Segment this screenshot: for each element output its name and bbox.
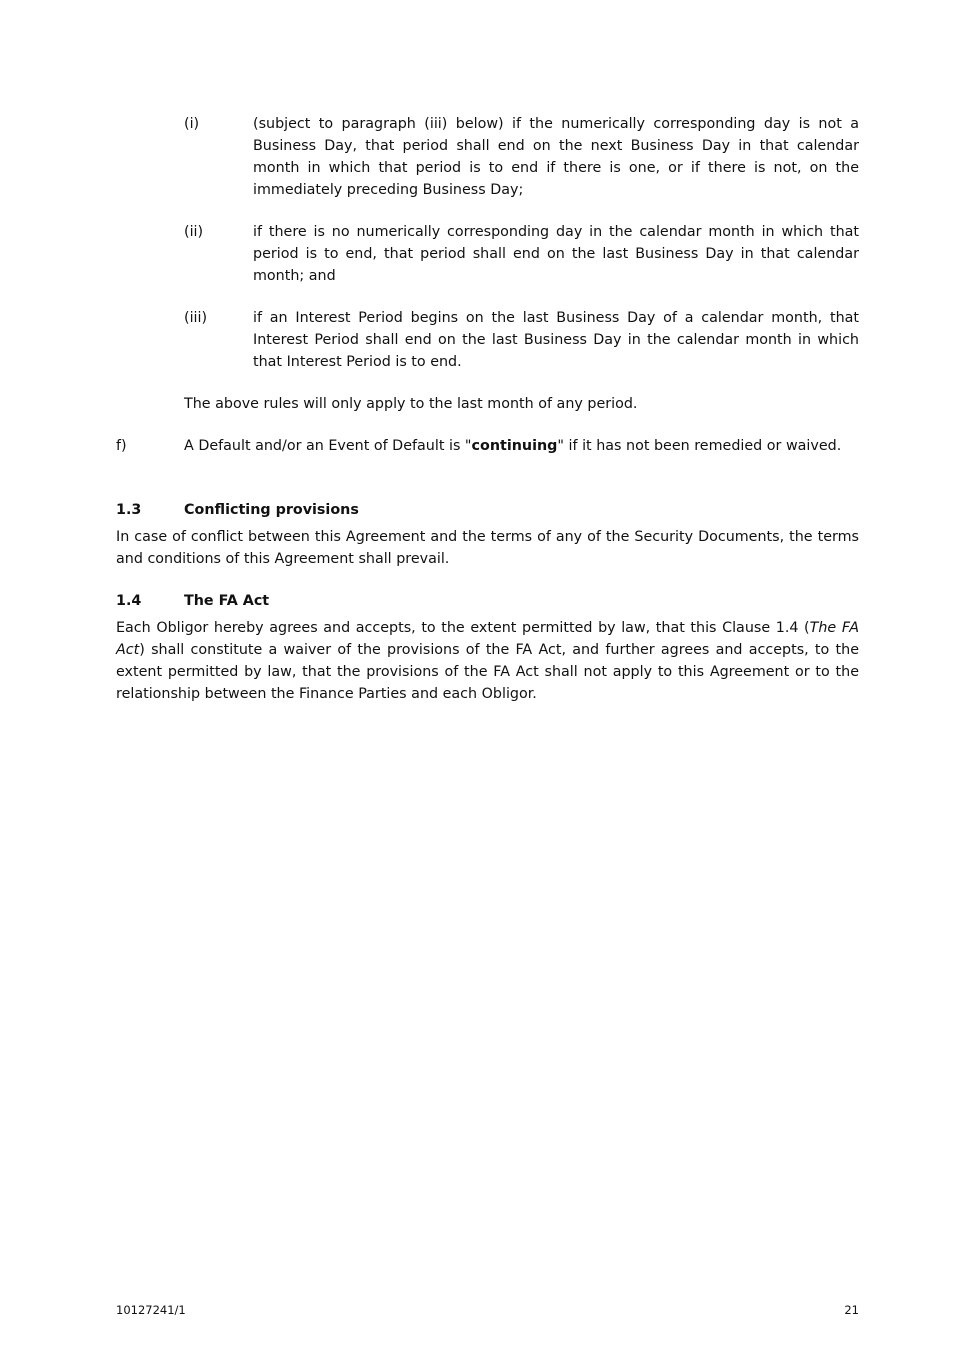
section-1-3-title: Conflicting provisions bbox=[184, 502, 359, 518]
paragraph-f-text-before: A Default and/or an Event of Default is " bbox=[184, 438, 472, 454]
paragraph-iii-text: if an Interest Period begins on the last Business Day of a calendar month, that Interest Period shall end on the last Business Day in the calendar month in which that Interest Period is to end. bbox=[253, 310, 859, 370]
paragraph-f-text-after: " if it has not been remedied or waived. bbox=[557, 438, 842, 454]
paragraph-ii-text: if there is no numerically corresponding day in the calendar month in which that period is to end, that period shall end on the last Business Day in that calendar month; and bbox=[253, 224, 859, 284]
paragraph-f-label: f) bbox=[116, 438, 127, 454]
section-1-4-body-before: Each Obligor hereby agrees and accepts, to the extent permitted by law, that this Clause 1.4 ( bbox=[116, 620, 810, 636]
section-1-4-title: The FA Act bbox=[184, 593, 270, 609]
defined-term-continuing: continuing bbox=[471, 438, 558, 454]
footer-doc-ref: 10127241/1 bbox=[116, 1303, 186, 1317]
section-1-4-number: 1.4 bbox=[116, 593, 142, 609]
paragraph-f-text bbox=[184, 435, 859, 457]
rules-note-text: The above rules will only apply to the last month of any period. bbox=[184, 396, 638, 412]
paragraph-iii-label: (iii) bbox=[184, 310, 208, 326]
section-1-4-body bbox=[116, 617, 859, 705]
paragraph-ii-label: (ii) bbox=[184, 224, 204, 240]
paragraph-i-text: (subject to paragraph (iii) below) if the numerically corresponding day is not a Business Day, that period shall end on the next Business Day in that calendar month in which that period is to end if there is one, or if there is not, on the immediately preceding Business Day; bbox=[253, 116, 859, 198]
section-1-3-body: In case of conflict between this Agreement and the terms of any of the Security Documents, the terms and conditions of this Agreement shall prevail. bbox=[116, 529, 859, 567]
footer-page-number: 21 bbox=[844, 1303, 859, 1317]
section-1-4-body-after: ) shall constitute a waiver of the provisions of the FA Act, and further agrees and accepts, to the extent permitted by law, that the provisions of the FA Act shall not apply to this Agreement or to the relationship between the Finance Parties and each Obligor. bbox=[116, 642, 859, 702]
paragraph-i-label: (i) bbox=[184, 116, 200, 132]
section-1-3-number: 1.3 bbox=[116, 502, 142, 518]
section-1-4-body-italic: The FA Act bbox=[116, 620, 859, 658]
